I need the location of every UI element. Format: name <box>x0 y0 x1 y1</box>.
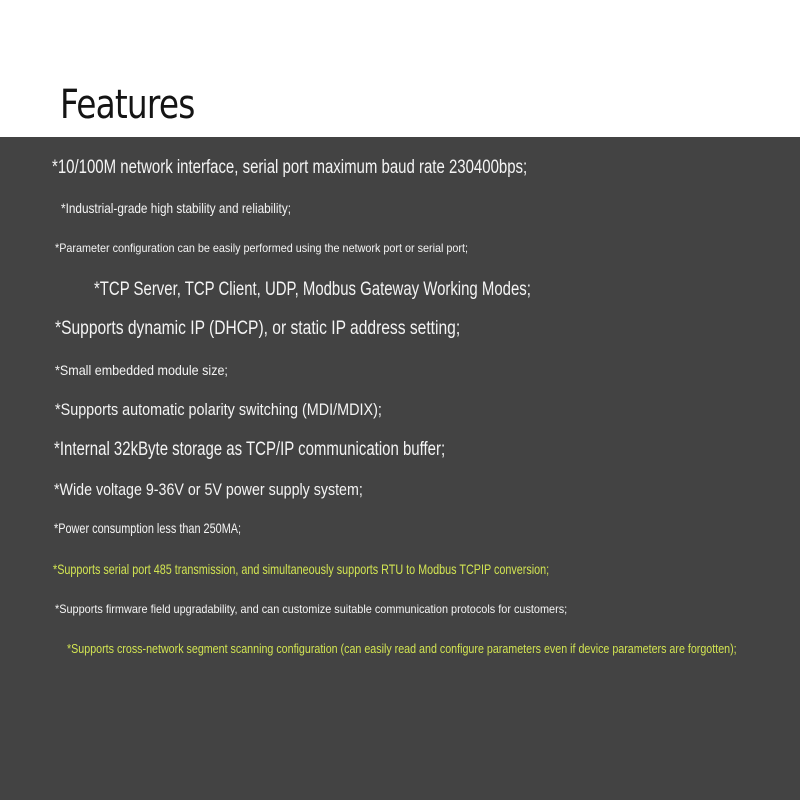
feature-item: *Supports automatic polarity switching (MDI/MDIX); <box>55 399 382 419</box>
feature-item: *Supports dynamic IP (DHCP), or static IP address setting; <box>55 317 461 339</box>
feature-item: *10/100M network interface, serial port maximum baud rate 230400bps; <box>52 156 528 178</box>
feature-item: *Supports firmware field upgradability, and can customize suitable communication protocols for customers; <box>55 601 568 616</box>
feature-item: *Internal 32kByte storage as TCP/IP communication buffer; <box>54 438 446 460</box>
feature-item: *Wide voltage 9-36V or 5V power supply system; <box>54 479 363 499</box>
feature-item: *Power consumption less than 250MA; <box>54 519 242 536</box>
feature-item-highlighted: *Supports serial port 485 transmission, and simultaneously supports RTU to Modbus TCPIP conversion; <box>53 560 550 577</box>
feature-item: *Industrial-grade high stability and reliability; <box>61 199 291 216</box>
page-title: Features <box>60 82 195 128</box>
header-area <box>0 0 800 137</box>
feature-item-highlighted: *Supports cross-network segment scanning configuration (can easily read and configure parameters even if device parameters are forgotten); <box>67 641 737 657</box>
feature-item: *Small embedded module size; <box>55 361 228 378</box>
feature-item: *Parameter configuration can be easily performed using the network port or serial port; <box>55 240 469 255</box>
feature-item: *TCP Server, TCP Client, UDP, Modbus Gateway Working Modes; <box>94 278 531 300</box>
features-panel <box>0 137 800 800</box>
